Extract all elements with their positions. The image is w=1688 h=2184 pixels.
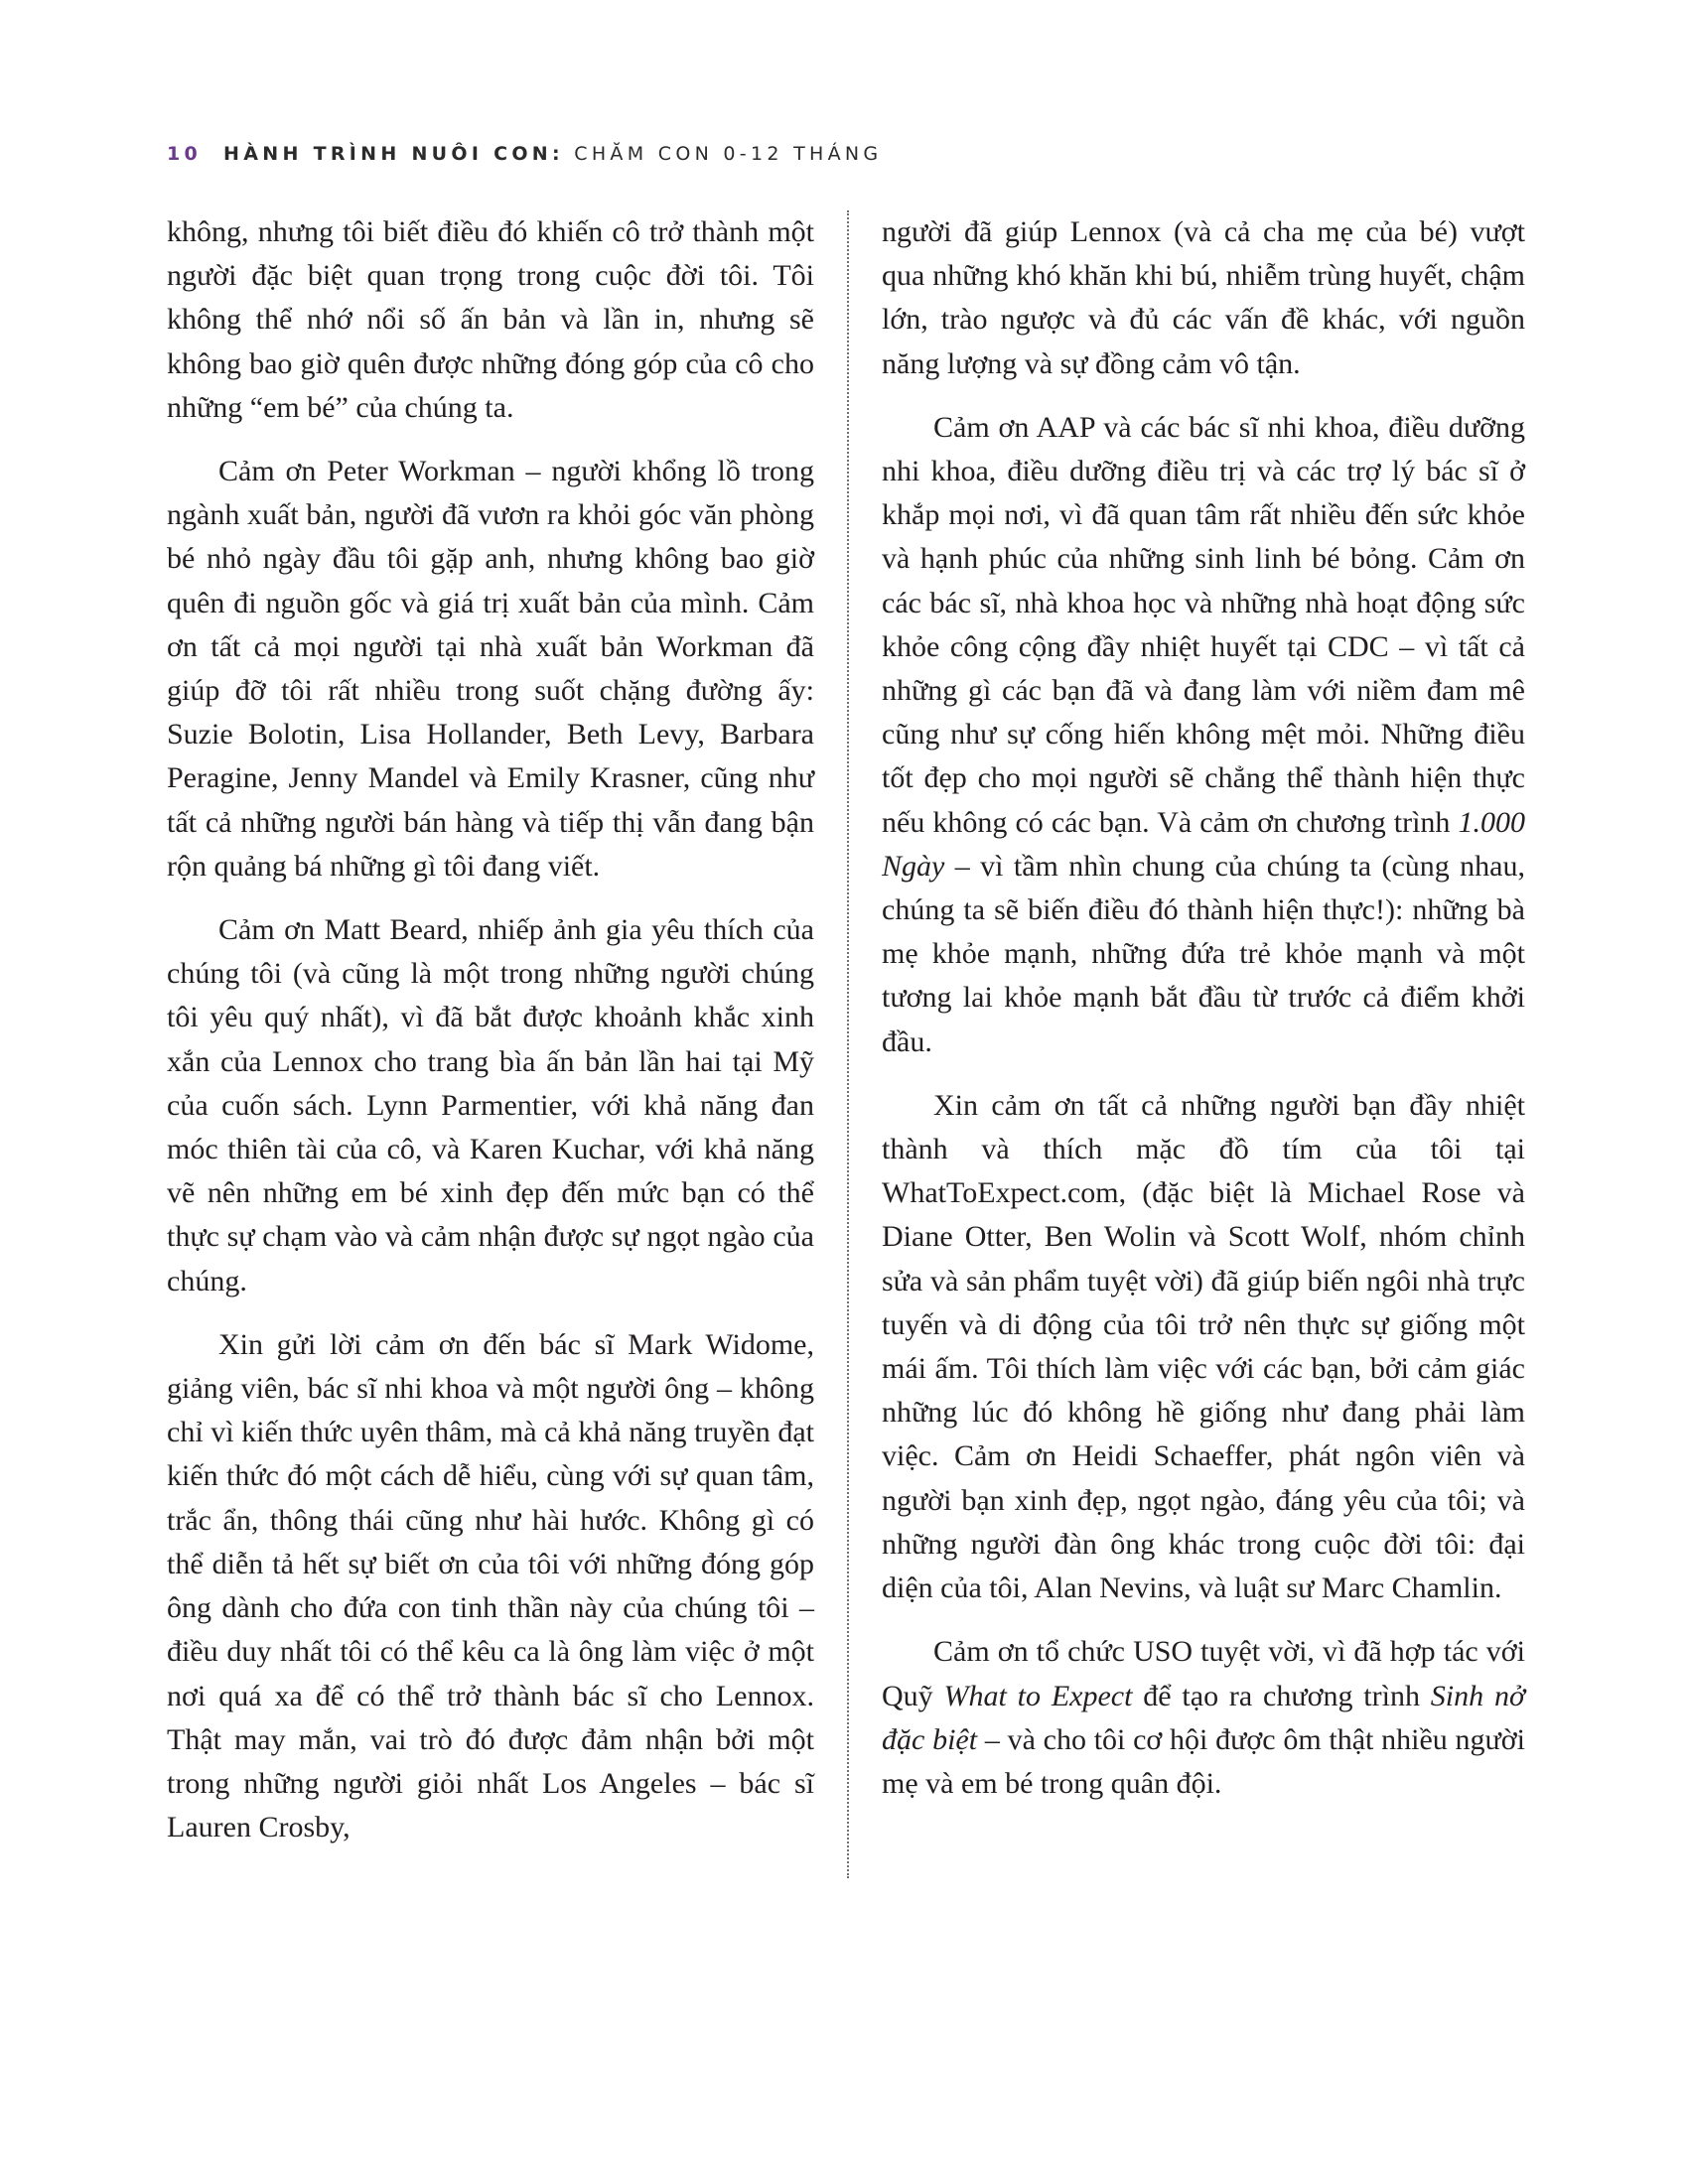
text-run: Cảm ơn tổ chức USO tuyệt vời, vì đã hợp tác với Quỹ <box>882 1635 1525 1712</box>
paragraph <box>882 406 1525 1064</box>
paragraph: không, nhưng tôi biết điều đó khiến cô trở thành một người đặc biệt quan trọng trong cuộc đời tôi. Tôi không thể nhớ nổi số ấn bản và lần in, nhưng sẽ không bao giờ quên được những đóng góp của cô cho những “em bé” của chúng ta. <box>167 215 814 424</box>
right-column <box>882 210 1525 1826</box>
text-run: Cảm ơn AAP và các bác sĩ nhi khoa, điều dưỡng nhi khoa, điều dưỡng điều trị và các trợ lý bác sĩ ở khắp mọi nơi, vì đã quan tâm rất nhiều đến sức khỏe và hạnh phúc của những sinh linh bé bỏng. Cảm ơn các bác sĩ, nhà khoa học và những nhà hoạt động sức khỏe công cộng đầy nhiệt huyết tại CDC – vì tất cả những gì các bạn đã và đang làm với niềm đam mê cũng như sự cống hiến không mệt mỏi. Những điều tốt đẹp cho mọi người sẽ chẳng thể thành hiện thực nếu không có các bạn. Và cảm ơn chương trình <box>882 410 1525 839</box>
left-column <box>167 210 814 1869</box>
paragraph: Xin gửi lời cảm ơn đến bác sĩ Mark Widome, giảng viên, bác sĩ nhi khoa và một người ông – không chỉ vì kiến thức uyên thâm, mà cả khả năng truyền đạt kiến thức đó một cách dễ hiểu, cùng với sự quan tâm, trắc ẩn, thông thái cũng như hài hước. Không gì có thể diễn tả hết sự biết ơn của tôi với những đóng góp ông dành cho đứa con tinh thần này của chúng tôi – điều duy nhất tôi có thể kêu ca là ông làm việc ở một nơi quá xa để có thể trở thành bác sĩ cho Lennox. Thật may mắn, vai trò đó được đảm nhận bởi một trong những người giỏi nhất Los Angeles – bác sĩ Lauren Crosby, <box>167 1327 814 1844</box>
column-divider <box>847 210 849 1878</box>
paragraph: người đã giúp Lennox (và cả cha mẹ của bé) vượt qua những khó khăn khi bú, nhiễm trùng huyết, chậm lớn, trào ngược và đủ các vấn đề khác, với nguồn năng lượng và sự đồng cảm vô tận. <box>882 215 1525 380</box>
paragraph: Cảm ơn Matt Beard, nhiếp ảnh gia yêu thích của chúng tôi (và cũng là một trong những người chúng tôi yêu quý nhất), vì đã bắt được khoảnh khắc xinh xắn của Lennox cho trang bìa ấn bản lần hai tại Mỹ của cuốn sách. Lynn Parmentier, với khả năng đan móc thiên tài của cô, và Karen Kuchar, với khả năng vẽ nên những em bé xinh đẹp đến mức bạn có thể thực sự chạm vào và cảm nhận được sự ngọt ngào của chúng. <box>167 913 814 1297</box>
running-head <box>167 143 882 165</box>
program-name: 1.000 Ngày <box>882 805 1525 883</box>
page-number: 10 <box>167 143 203 165</box>
book-title: HÀNH TRÌNH NUÔI CON: <box>223 143 564 165</box>
paragraph: Xin cảm ơn tất cả những người bạn đầy nhiệt thành và thích mặc đồ tím của tôi tại WhatToExpect.com, (đặc biệt là Michael Rose và Diane Otter, Ben Wolin và Scott Wolf, nhóm chỉnh sửa và sản phẩm tuyệt vời) đã giúp biến ngôi nhà trực tuyến và di động của tôi trở nên thực sự giống một mái ấm. Tôi thích làm việc với các bạn, bởi cảm giác những lúc đó không hề giống như đang phải làm việc. Cảm ơn Heidi Schaeffer, phát ngôn viên và người bạn xinh đẹp, ngọt ngào, đáng yêu của tôi; và những người đàn ông khác trong cuộc đời tôi: đại diện của tôi, Alan Nevins, và luật sư Marc Chamlin. <box>882 1088 1525 1605</box>
foundation-name: What to Expect <box>943 1679 1133 1712</box>
paragraph <box>882 1630 1525 1806</box>
text-run: – vì tầm nhìn chung của chúng ta (cùng nhau, chúng ta sẽ biến điều đó thành hiện thực!): những bà mẹ khỏe mạnh, những đứa trẻ khỏe mạnh và một tương lai khỏe mạnh bắt đầu từ trước cả điểm khởi đầu. <box>882 849 1525 1058</box>
program-name: Sinh nở đặc biệt <box>882 1679 1525 1756</box>
paragraph: Cảm ơn Peter Workman – người khổng lồ trong ngành xuất bản, người đã vươn ra khỏi góc văn phòng bé nhỏ ngày đầu tôi gặp anh, nhưng không bao giờ quên đi nguồn gốc và giá trị xuất bản của mình. Cảm ơn tất cả mọi người tại nhà xuất bản Workman đã giúp đỡ tôi rất nhiều trong suốt chặng đường ấy: Suzie Bolotin, Lisa Hollander, Beth Levy, Barbara Peragine, Jenny Mandel và Emily Krasner, cũng như tất cả những người bán hàng và tiếp thị vẫn đang bận rộn quảng bá những gì tôi đang viết. <box>167 455 814 883</box>
text-run: để tạo ra chương trình <box>1132 1679 1431 1712</box>
book-subtitle: CHĂM CON 0-12 THÁNG <box>574 143 883 165</box>
text-run: – và cho tôi cơ hội được ôm thật nhiều người mẹ và em bé trong quân đội. <box>882 1722 1525 1800</box>
